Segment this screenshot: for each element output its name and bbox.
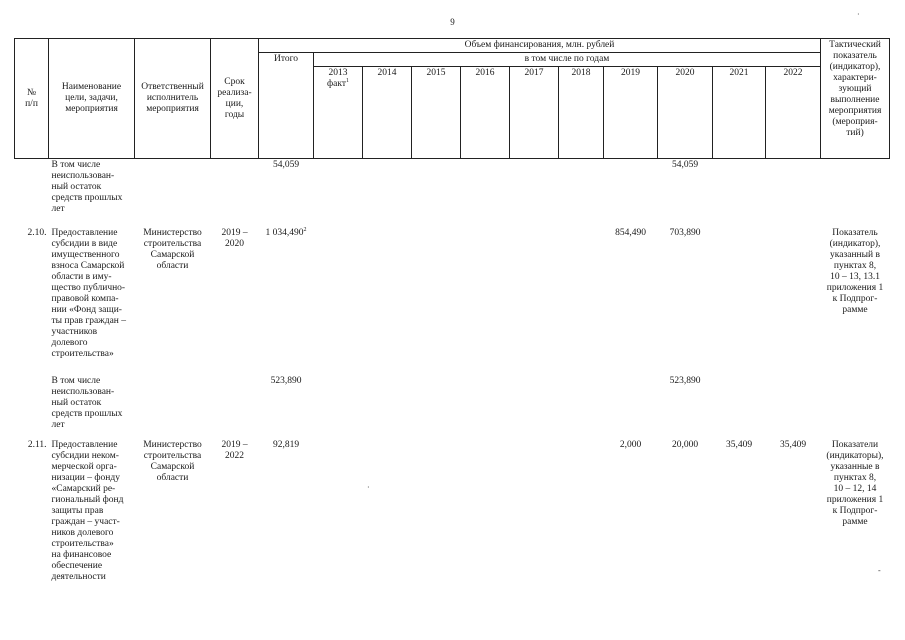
row-year-2022: 35,409 — [779, 439, 807, 450]
header-year-2022: 2022 — [766, 67, 821, 159]
row-name: Предоставление субсидии неком- мерческой орга- низации – фонду «Самарский ре- гиональный фонд защиты прав граждан – участ- ников долевого строительства» на финансовое обеспечение деятельности — [51, 439, 124, 582]
row-year-2020: 54,059 — [671, 160, 699, 170]
header-year-2019: 2019 — [604, 67, 658, 159]
row-year-2018 — [559, 227, 604, 375]
row-year-2017 — [510, 439, 559, 599]
scan-speck: · — [857, 10, 860, 19]
header-indicator: Тактический показатель (индикатор), характери- зующий выполнение мероприятия (мероприя- тий) — [821, 39, 890, 159]
row-year-2022 — [766, 227, 821, 375]
header-year-2020: 2020 — [658, 67, 713, 159]
row-term — [211, 159, 259, 227]
row-total: 92,819 — [272, 439, 300, 450]
row-year-2013 — [314, 227, 363, 375]
row-responsible — [135, 159, 211, 227]
row-indicator: Показатель (индикатор), указанный в пунктах 8, 10 – 13, 13.1 приложения 1 к Подпрог- рамме — [826, 227, 884, 315]
header-year-2016: 2016 — [461, 67, 510, 159]
header-year-2013: 2013 факт$^1$ — [314, 67, 363, 159]
row-responsible — [135, 375, 211, 439]
row-year-2013 — [314, 439, 363, 599]
row-year-2022 — [766, 159, 821, 227]
row-year-2020: 20,000 — [671, 439, 699, 450]
header-by-years: в том числе по годам — [314, 53, 821, 67]
table-row — [15, 439, 890, 599]
row-term: 2019 – 2022 — [221, 439, 248, 461]
row-year-2015 — [412, 439, 461, 599]
row-year-2014 — [363, 375, 412, 439]
header-responsible: Ответственный исполнитель мероприятия — [135, 39, 211, 159]
row-year-2021 — [713, 375, 766, 439]
header-funding-title: Объем финансирования, млн. рублей — [259, 39, 821, 53]
row-year-2014 — [363, 159, 412, 227]
row-year-2016 — [461, 375, 510, 439]
row-name: В том числе неиспользован- ный остаток средств прошлых лет — [51, 160, 123, 214]
row-year-2016 — [461, 439, 510, 599]
financing-table — [14, 38, 890, 599]
row-year-2019 — [604, 375, 658, 439]
row-total: 54,059 — [272, 160, 300, 170]
row-indicator — [821, 375, 890, 439]
row-year-2015 — [412, 227, 461, 375]
header-year-2018: 2018 — [559, 67, 604, 159]
scan-speck: · — [367, 483, 370, 492]
row-year-2017 — [510, 159, 559, 227]
row-num: 2.10. — [27, 227, 47, 238]
row-name: В том числе неиспользован- ный остаток средств прошлых лет — [51, 375, 123, 430]
row-year-2015 — [412, 159, 461, 227]
row-total: 1 034,490$^2$ — [265, 226, 307, 238]
table-row — [15, 159, 890, 227]
row-year-2021 — [713, 227, 766, 375]
row-year-2021: 35,409 — [725, 439, 753, 450]
row-year-2019 — [604, 159, 658, 227]
header-num: № п/п — [15, 39, 49, 159]
row-year-2013 — [314, 159, 363, 227]
row-year-2017 — [510, 375, 559, 439]
page-number: 9 — [450, 17, 455, 27]
row-term: 2019 – 2020 — [221, 227, 248, 249]
header-year-2015: 2015 — [412, 67, 461, 159]
header-year-2021: 2021 — [713, 67, 766, 159]
row-total: 523,890 — [270, 375, 302, 386]
row-year-2022 — [766, 375, 821, 439]
row-year-2013 — [314, 375, 363, 439]
header-name: Наименование цели, задачи, мероприятия — [49, 39, 135, 159]
row-year-2014 — [363, 439, 412, 599]
row-year-2019: 2,000 — [619, 439, 642, 450]
row-year-2016 — [461, 227, 510, 375]
header-year-2017: 2017 — [510, 67, 559, 159]
row-year-2021 — [713, 159, 766, 227]
row-year-2020: 523,890 — [669, 375, 701, 386]
row-year-2019: 854,490 — [615, 227, 646, 238]
row-num — [15, 159, 49, 227]
scan-speck: ‐ — [878, 566, 881, 575]
row-year-2015 — [412, 375, 461, 439]
row-num: 2.11. — [27, 439, 47, 450]
header-year-2014: 2014 — [363, 67, 412, 159]
row-responsible: Министерство строительства Самарской области — [143, 227, 202, 271]
header-total: Итого — [259, 53, 314, 159]
row-responsible: Министерство строительства Самарской области — [143, 439, 202, 483]
row-year-2018 — [559, 439, 604, 599]
row-num — [15, 375, 49, 439]
row-term — [211, 375, 259, 439]
row-year-2018 — [559, 159, 604, 227]
row-name: Предоставление субсидии в виде имущественного взноса Самарской области в иму- щество публично- правовой компа- нии «Фонд защи- ты прав граждан – участников долевого строительства» — [51, 227, 127, 359]
table-row — [15, 227, 890, 375]
row-year-2016 — [461, 159, 510, 227]
row-year-2017 — [510, 227, 559, 375]
row-year-2014 — [363, 227, 412, 375]
header-term: Срок реализа- ции, годы — [211, 39, 259, 159]
table-header — [15, 39, 890, 159]
table-row — [15, 375, 890, 439]
table-body — [15, 159, 890, 599]
row-year-2018 — [559, 375, 604, 439]
row-year-2020: 703,890 — [669, 227, 701, 238]
row-indicator — [821, 159, 890, 227]
row-indicator: Показатели (индикаторы), указанные в пунктах 8, 10 – 12, 14 приложения 1 к Подпрог- рамме — [826, 439, 884, 527]
